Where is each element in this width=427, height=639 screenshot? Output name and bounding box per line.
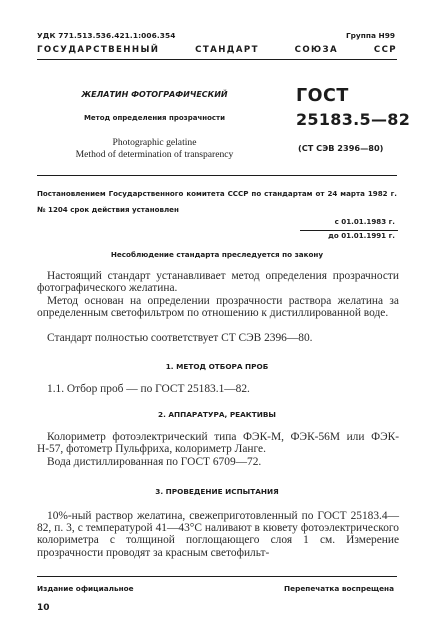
group-code: Группа Н99 bbox=[345, 31, 395, 40]
decree-text: Постановлением Государственного комитета СССР по стандартам от 24 марта 1982 г. № 1204 срок действия установлен bbox=[37, 189, 397, 214]
intro-paragraph: Стандарт полностью соответствует СТ СЭВ 2396—80. bbox=[47, 332, 313, 344]
official-edition-note: Издание официальное bbox=[37, 584, 134, 593]
state-standard-title: ГОСУДАРСТВЕННЫЙ СТАНДАРТ СОЮЗА ССР bbox=[37, 45, 397, 55]
section-paragraph: 1.1. Отбор проб — по ГОСТ 25183.1—82. bbox=[47, 383, 250, 395]
reprint-prohibited-note: Перепечатка воспрещена bbox=[284, 584, 394, 593]
intro-paragraph: Метод основан на определении прозрачности раствора желатина за определенным светофильтром по отношению к дистиллированной воде. bbox=[37, 295, 399, 320]
section-heading: 1. МЕТОД ОТБОРА ПРОБ bbox=[165, 362, 269, 371]
document-title-ru: ЖЕЛАТИН ФОТОГРАФИЧЕСКИЙ bbox=[81, 90, 228, 99]
violation-notice: Несоблюдение стандарта преследуется по закону bbox=[110, 250, 324, 259]
intro-paragraph: Настоящий стандарт устанавливает метод определения прозрачности фотографического желатина. bbox=[37, 270, 399, 295]
gost-label: ГОСТ bbox=[296, 86, 349, 106]
date-from: с 01.01.1983 г. bbox=[334, 217, 395, 226]
section-paragraph: 10%-ный раствор желатина, свежеприготовленный по ГОСТ 25183.4—82, п. 3, с температурой 41—43°С наливают в кювету фотоэлектрического колориметра с толщиной поглощающего слоя 1 см. Измерение прозрачности проводят за красным светофильт- bbox=[37, 510, 399, 559]
page-number: 10 bbox=[37, 603, 50, 613]
document-subtitle-en: Method of determination of transparency bbox=[75, 149, 234, 160]
section-paragraph: Колориметр фотоэлектрический типа ФЭК-М, ФЭК-56М или ФЭК-Н-57, фотометр Пульфриха, колориметр Ланге. bbox=[37, 431, 399, 456]
st-sev-reference: (СТ СЭВ 2396—80) bbox=[298, 143, 384, 153]
footer-rule bbox=[37, 576, 397, 577]
section-paragraph: Вода дистиллированная по ГОСТ 6709—72. bbox=[47, 456, 262, 468]
section-heading: 3. ПРОВЕДЕНИЕ ИСПЫТАНИЯ bbox=[155, 487, 279, 496]
title-block-rule bbox=[37, 175, 397, 176]
date-to: до 01.01.1991 г. bbox=[328, 231, 395, 240]
udk-code: УДК 771.513.536.421.1:006.354 bbox=[37, 31, 176, 40]
header-rule bbox=[37, 59, 397, 60]
document-subtitle-ru: Метод определения прозрачности bbox=[83, 114, 226, 122]
section-heading: 2. АППАРАТУРА, РЕАКТИВЫ bbox=[158, 410, 276, 419]
gost-number: 25183.5—82 bbox=[296, 110, 411, 129]
document-title-en: Photographic gelatine bbox=[112, 137, 197, 148]
